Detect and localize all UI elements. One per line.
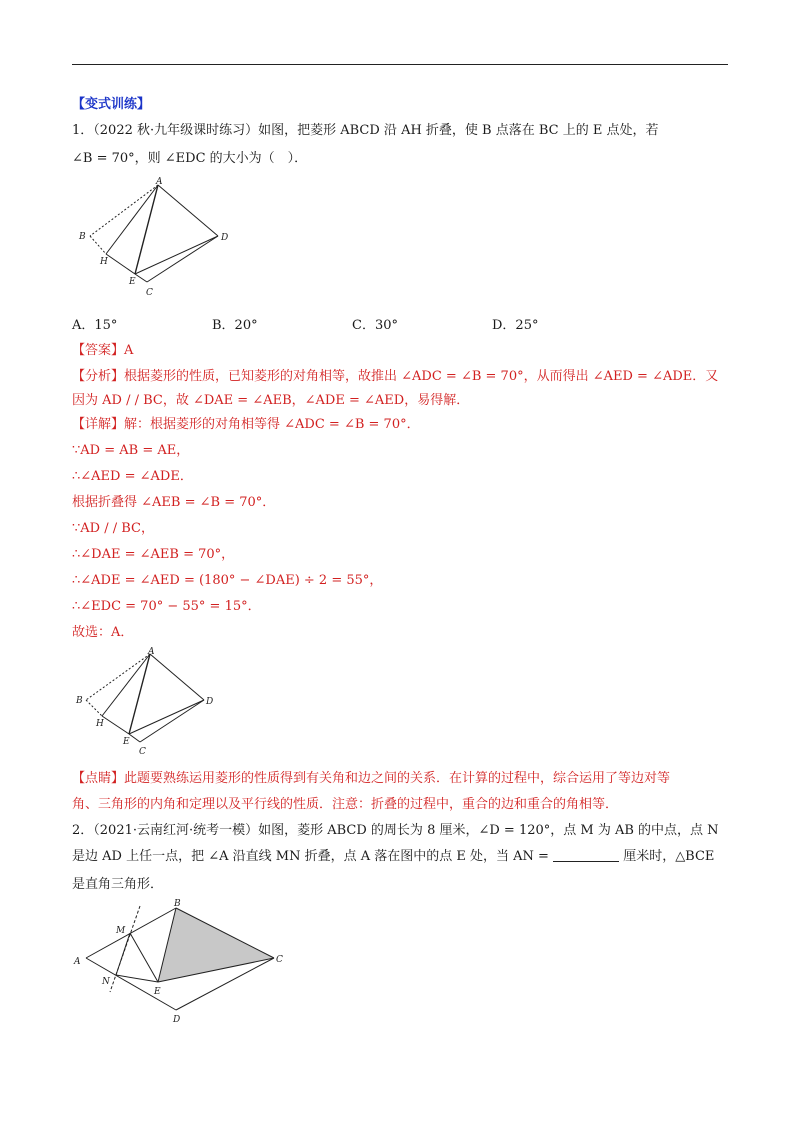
q1-label-b: B xyxy=(79,232,86,242)
q1s-label-a: A xyxy=(148,647,155,657)
q2-label-a: A xyxy=(74,957,81,967)
q1s-edge-ae xyxy=(129,654,150,734)
q1-edge-ab xyxy=(90,185,158,236)
q1-solution-figure xyxy=(72,646,222,758)
q2-stem-line2 xyxy=(72,848,714,866)
q1-stem-line1: 1．（2022 秋·九年级课时练习）如图，把菱形 ABCD 沿 AH 折叠，使 B 点落在 BC 上的 E 点处，若 xyxy=(72,123,659,138)
section-title: 【变式训练】 xyxy=(72,97,151,112)
q1-edge-ed xyxy=(135,236,218,274)
q1s-label-b: B xyxy=(76,696,83,706)
q1-option-a: A．15° xyxy=(72,318,118,333)
q1-edge-cd xyxy=(147,236,218,282)
q1-step-6: ∴∠ADE = ∠AED = (180° − ∠DAE) ÷ 2 = 55°， xyxy=(72,573,383,588)
q1-option-d: D．25° xyxy=(492,318,539,333)
q1-option-b: B．20° xyxy=(212,318,258,333)
q2-stem-line1: 2．（2021·云南红河·统考一模）如图，菱形 ABCD 的周长为 8 厘米，∠D = 120°，点 M 为 AB 的中点，点 N xyxy=(72,823,719,838)
q2-label-n: N xyxy=(102,977,110,987)
q1s-edge-ah xyxy=(102,654,150,716)
q2-edge-ab xyxy=(86,908,176,958)
q2-label-c: C xyxy=(276,955,283,965)
q1-label-e: E xyxy=(129,277,136,287)
q1-comment-line1: 【点睛】此题要熟练运用菱形的性质得到有关角和边之间的关系．在计算的过程中，综合运用了等边对等 xyxy=(72,771,671,786)
q1-option-c: C．30° xyxy=(352,318,398,333)
q1-step-2: ∴∠AED = ∠ADE． xyxy=(72,469,193,484)
q1-step-1: ∵AD = AB = AE， xyxy=(72,443,190,458)
q1-edge-ae xyxy=(135,185,158,274)
q1-analysis-line2: 因为 AD / / BC，故 ∠DAE = ∠AEB，∠ADE = ∠AED，易得解． xyxy=(72,393,470,408)
q1-stem-line2: ∠B = 70°，则 ∠EDC 的大小为（ ）． xyxy=(72,151,308,166)
q1-label-d: D xyxy=(221,233,229,243)
q2-shaded-triangle-bce xyxy=(158,908,274,982)
q2-stem-line3: 是直角三角形． xyxy=(72,877,164,892)
q1-edge-ec xyxy=(135,274,147,282)
q1-edge-he xyxy=(106,254,135,274)
q1s-edge-he xyxy=(102,716,129,734)
q2-fold-line-mn xyxy=(110,906,140,992)
q1-label-a: A xyxy=(156,177,163,187)
q1-answer: 【答案】A xyxy=(72,343,134,358)
q1s-label-d: D xyxy=(206,697,214,707)
q2-edge-me xyxy=(130,933,158,982)
q1-step-7: ∴∠EDC = 70° − 55° = 15°． xyxy=(72,599,261,614)
q1s-label-h: H xyxy=(96,719,104,729)
q2-label-d: D xyxy=(173,1015,181,1025)
q2-figure xyxy=(72,896,292,1026)
q1-conclusion: 故选：A． xyxy=(72,625,134,640)
q2-stem-line2-start: 是边 AD 上任一点，把 ∠A 沿直线 MN 折叠，点 A 落在图中的点 E 处，当 AN = xyxy=(72,849,549,864)
q1s-label-c: C xyxy=(139,747,146,757)
q1-detail: 【详解】解：根据菱形的对角相等得 ∠ADC = ∠B = 70°． xyxy=(72,417,420,432)
q1-step-4: ∵AD / / BC， xyxy=(72,521,154,536)
q1-step-3: 根据折叠得 ∠AEB = ∠B = 70°． xyxy=(72,495,276,510)
q1-step-5: ∴∠DAE = ∠AEB = 70°， xyxy=(72,547,235,562)
q1-edge-ad xyxy=(158,185,218,236)
header-rule xyxy=(72,64,728,65)
q2-stem-line2-end: 厘米时，△BCE xyxy=(623,849,715,864)
q2-label-b: B xyxy=(174,899,181,909)
q1-label-c: C xyxy=(146,288,153,298)
q1s-edge-ad xyxy=(150,654,204,700)
q2-label-m: M xyxy=(116,926,126,936)
q1-figure xyxy=(72,176,242,300)
q1s-edge-ec xyxy=(129,734,140,742)
q1s-edge-bh xyxy=(86,700,102,716)
q1-label-h: H xyxy=(100,257,108,267)
q1-analysis-line1: 【分析】根据菱形的性质，已知菱形的对角相等，故推出 ∠ADC = ∠B = 70°，从而得出 ∠AED = ∠ADE．又 xyxy=(72,369,719,384)
q1-edge-bh xyxy=(90,236,106,254)
q1-edge-ah xyxy=(106,185,158,254)
q1s-edge-cd xyxy=(140,700,204,742)
q1s-edge-ed xyxy=(129,700,204,734)
q2-answer-blank[interactable] xyxy=(553,849,619,862)
q1s-label-e: E xyxy=(123,737,130,747)
q1-comment-line2: 角、三角形的内角和定理以及平行线的性质．注意：折叠的过程中，重合的边和重合的角相等． xyxy=(72,797,619,812)
q2-label-e: E xyxy=(154,987,161,997)
